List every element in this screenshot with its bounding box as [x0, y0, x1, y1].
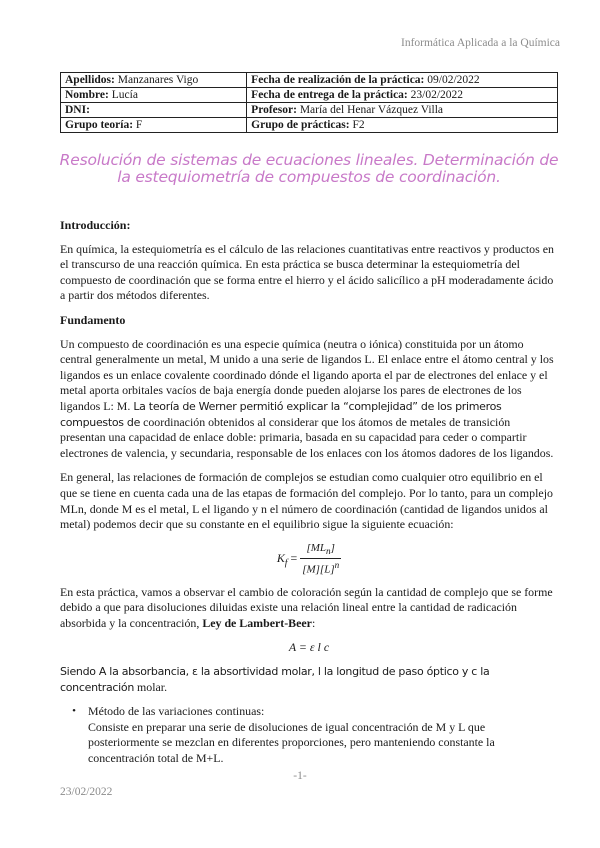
fundamento-paragraph-1 [60, 337, 558, 462]
profesor-value: María del Henar Vázquez Villa [299, 104, 444, 116]
fundamento-heading: Fundamento [60, 312, 126, 327]
eq-lhs: K [276, 550, 285, 565]
method-title: Método de las variaciones continuas: [88, 704, 265, 719]
eq-numerator [300, 542, 341, 559]
lambert-beer-equation: A = ε l c [288, 640, 330, 655]
footer-date: 23/02/2022 [60, 786, 113, 798]
fecha-entrega-value: 23/02/2022 [410, 89, 464, 101]
course-header: Informática Aplicada a la Química [400, 37, 560, 49]
eq-num-text: [ML [306, 541, 327, 554]
page-number: -1- [293, 770, 307, 782]
nombre-label: Nombre: [65, 89, 109, 101]
method-description: Consiste en preparar una serie de disoluciones de igual concentración de M y L que posteriormente se mezclan en diferentes proporciones, pero manteniendo constante la concentración total de M+L. [88, 719, 495, 765]
eq-den-sup: n [334, 559, 340, 570]
fecha-realizacion-value: 09/02/2022 [427, 74, 480, 86]
nombre-value: Lucía [111, 89, 138, 101]
lambert-beer-law: Ley de Lambert-Beer [202, 615, 312, 630]
document-title: Resolución de sistemas de ecuaciones lineales. Determinación de la estequiometría de compuestos de coordinación. [59, 151, 559, 186]
eq-num-close: ] [330, 541, 335, 554]
dni-cell [61, 103, 247, 118]
grupo-practicas-value: F2 [352, 119, 365, 131]
fecha-realizacion-label: Fecha de realización de la práctica: [251, 74, 425, 86]
method-bullet-text [88, 704, 558, 766]
grupo-teoria-value: F [135, 119, 143, 131]
fundamento-p4-b: molar. [137, 679, 168, 694]
profesor-cell [247, 103, 558, 118]
fundamento-p3-colon: : [311, 615, 316, 630]
grupo-teoria-cell [61, 118, 247, 133]
student-info-table [60, 72, 558, 133]
eq-equals: = [290, 550, 298, 565]
eq-denominator [300, 559, 341, 577]
eq-den-text: [M][L] [302, 563, 335, 576]
method-bullet [60, 704, 558, 766]
grupo-teoria-label: Grupo teoría: [65, 119, 134, 131]
grupo-practicas-cell [247, 118, 558, 133]
intro-paragraph: En química, la estequiometría es el cálculo de las relaciones cuantitativas entre reactivos y productos en el transcurso de una reacción química. En esta práctica se busca determinar la estequiometría del compuesto de coordinación que se forma entre el hierro y el ácido salicílico a pH moderadamente ácido a partir dos métodos diferentes. [60, 241, 554, 303]
fecha-entrega-label: Fecha de entrega de la práctica: [251, 89, 408, 101]
intro-heading: Introducción: [60, 218, 131, 232]
fundamento-p3-a: En esta práctica, vamos a observar el cambio de coloración según la cantidad de complejo que se forme debido a que para disoluciones diluidas existe una relación lineal entre la cantidad de radicación absorbida y la concentración, [60, 584, 553, 630]
profesor-label: Profesor: [251, 104, 297, 116]
eq-num-sub: n [326, 545, 331, 556]
fundamento-p4-a: Siendo A la absorbancia, ε la absortividad molar, l la longitud de paso óptico y c la concentración [60, 664, 490, 694]
nombre-cell [61, 88, 247, 103]
grupo-practicas-label: Grupo de prácticas: [251, 119, 350, 131]
bullet-dot: • [72, 705, 76, 718]
apellidos-cell [61, 73, 247, 88]
fundamento-paragraph-2: En general, las relaciones de formación de complejos se estudian como cualquier otro equilibrio en el que se tiene en cuenta cada una de las etapas de formación del complejo. Por lo tanto, para un complejo MLn, donde M es el metal, L el ligando y n el número de coordinación (cantidad de ligandos unidos al metal) podemos decir que su constante en el equilibrio sigue la siguiente ecuación: [60, 470, 553, 532]
fundamento-p1-c: coordinación obtenidos al considerar que los átomos de metales de transición presentan una capacidad de enlace doble: primaria, basada en su capacidad para ceder o compartir electrones de valencia, y secundaria, responsable de los enlaces con los átomos dadores de los ligandos. [60, 414, 554, 460]
fundamento-paragraph-3 [60, 585, 558, 632]
eq-fraction [300, 542, 341, 577]
equilibrium-equation [60, 542, 558, 577]
fundamento-paragraph-4 [60, 664, 558, 695]
apellidos-label: Apellidos: [65, 74, 115, 86]
fundamento-p1-b: La teoría de Werner permitió explicar la “complejidad” de los primeros compuestos de [60, 399, 502, 429]
fundamento-p1-a: Un compuesto de coordinación es una especie química (neutra o iónica) constituida por un átomo central generalmente un metal, M unido a una serie de ligandos L. El enlace entre el átomo central y los ligandos es un enlace covalente coordinado dónde el ligando aporta el par de electrones del enlace y el metal aporta orbitales vacíos de baja energía donde pueden alojarse los pares de electrones de los ligandos L: M. [60, 336, 554, 413]
dni-label: DNI: [65, 104, 90, 116]
eq-lhs-sub: f [284, 557, 288, 569]
fecha-entrega-cell [247, 88, 558, 103]
apellidos-value: Manzanares Vigo [117, 74, 199, 86]
document-body [60, 218, 558, 766]
fecha-realizacion-cell [247, 73, 558, 88]
